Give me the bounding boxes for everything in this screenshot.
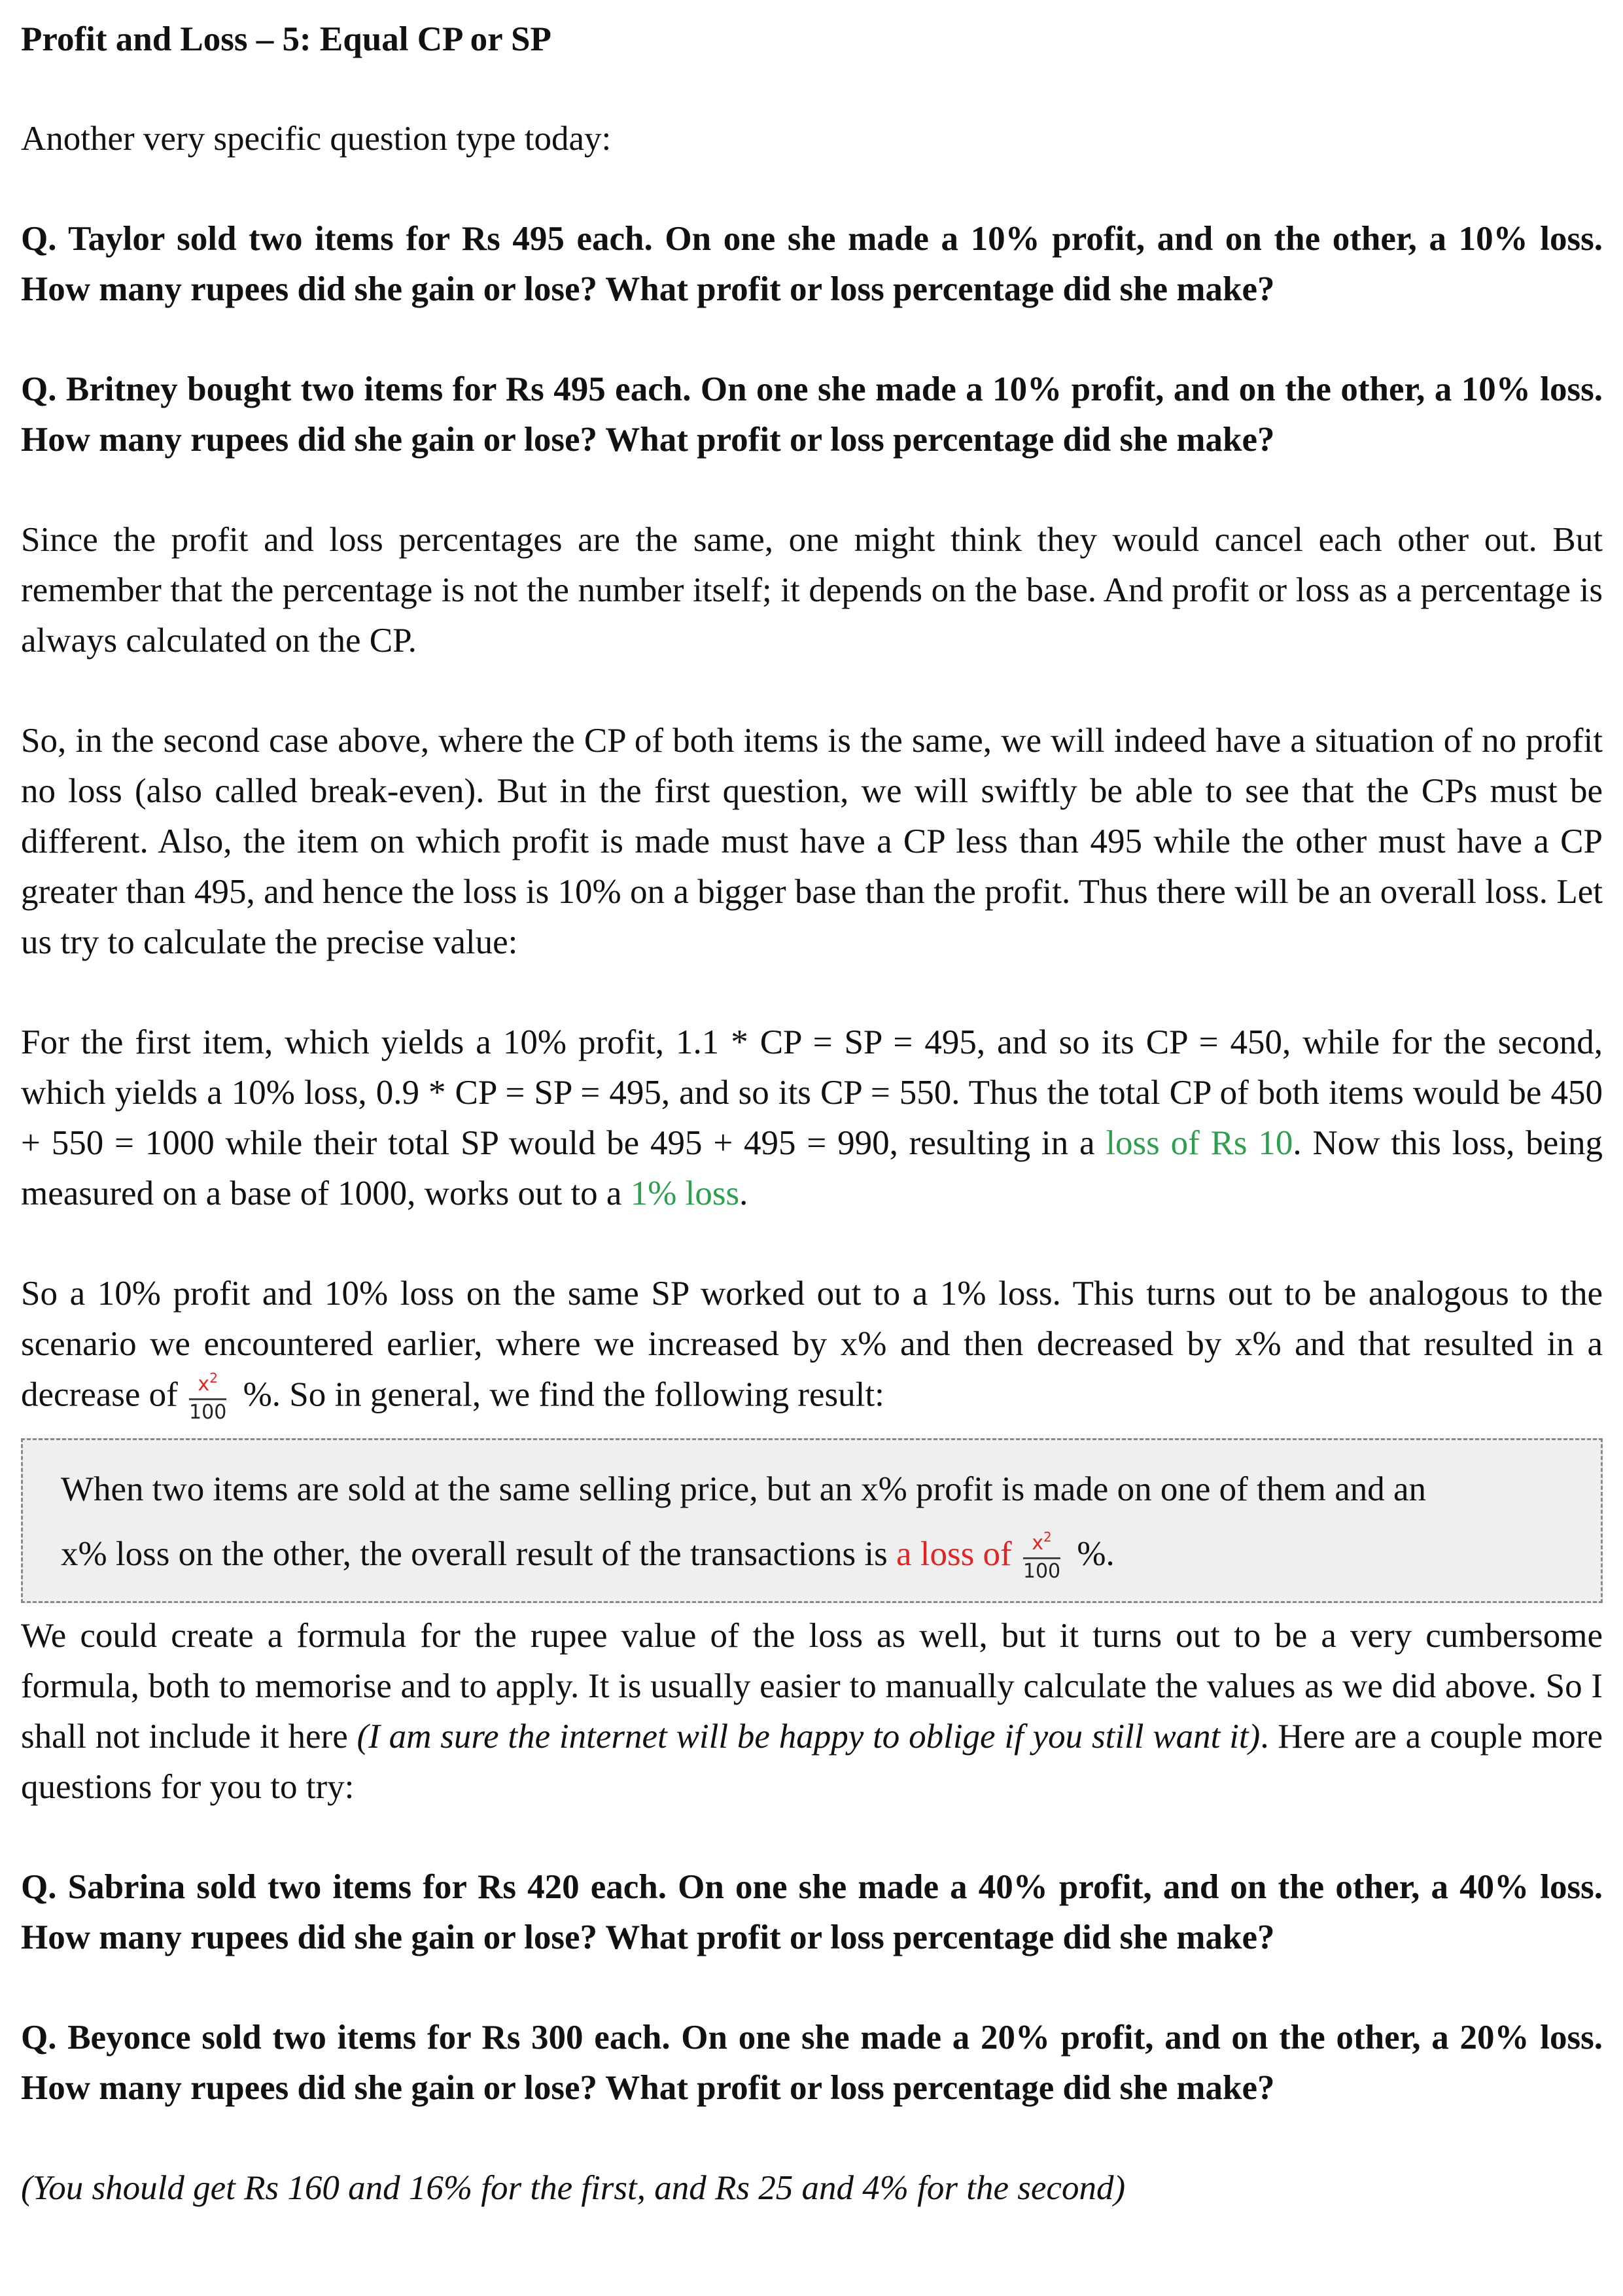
calc-text-3: . [739, 1174, 748, 1212]
fraction-exponent: 2 [209, 1370, 218, 1386]
intro-paragraph: Another very specific question type today: [21, 120, 612, 158]
formula-text-1: We could create a formula for the rupee value of the loss as well, but it turns out to be a very cumbersome formula, both to memorise and to apply. It is usually easier to manually calculate the values as we did above. So I shall not include it here [21, 1617, 1603, 1756]
result-loss-highlight: a loss of [896, 1535, 1021, 1573]
result-end: %. [1068, 1535, 1115, 1573]
question-beyonce: Q. Beyonce sold two items for Rs 300 each. On one she made a 20% profit, and on the other, a 20% loss. How many rupees did she gain or lose? What profit or loss percentage did she make? [21, 2019, 1603, 2107]
analogy-text-1: So a 10% profit and 10% loss on the same SP worked out to a 1% loss. This turns out to be analogous to the scenario we encountered earlier, where we increased by x% and then decreased by x% and that resulted in a decrease of [21, 1275, 1603, 1414]
fraction-denominator: 100 [189, 1401, 227, 1424]
result-line-2 [61, 1522, 1581, 1587]
question-britney: Q. Britney bought two items for Rs 495 each. On one she made a 10% profit, and on the other, a 10% loss. How many rupees did she gain or lose? What profit or loss percentage did she make? [21, 370, 1603, 459]
result-text: x% loss on the other, the overall result of the transactions is [61, 1535, 896, 1573]
explanation-paragraph-1: Since the profit and loss percentages are the same, one might think they would cancel each other out. But remember that the percentage is not the number itself; it depends on the base. And profit or loss as a percentage is always calculated on the CP. [21, 521, 1603, 660]
calc-text-1: For the first item, which yields a 10% profit, 1.1 * CP = SP = 495, and so its CP = 450, while for the second, which yields a 10% loss, 0.9 * CP = SP = 495, and so its CP = 550. Thus the total CP of both items would be 450 + 550 = 1000 while their total SP would be 495 + 495 = 990, resulting in a [21, 1023, 1603, 1162]
formula-text-2: . Here are a couple more questions for you to try: [21, 1718, 1603, 1806]
analogy-text-2: %. So in general, we find the following result: [234, 1375, 884, 1414]
explanation-paragraph-2: So, in the second case above, where the CP of both items is the same, we will indeed have a situation of no profit no loss (also called break-even). But in the first question, we will swiftly be able to see that the CPs must be different. Also, the item on which profit is made must have a CP less than 495 while the other must have a CP greater than 495, and hence the loss is 10% on a bigger base than the profit. Thus there will be an overall loss. Let us try to calculate the precise value: [21, 722, 1603, 961]
page-title: Profit and Loss – 5: Equal CP or SP [21, 20, 551, 58]
question-sabrina: Q. Sabrina sold two items for Rs 420 each. On one she made a 40% profit, and on the other, a 40% loss. How many rupees did she gain or lose? What profit or loss percentage did she make? [21, 1868, 1603, 1956]
result-line-1: When two items are sold at the same selling price, but an x% profit is made on one of them and an [61, 1470, 1427, 1508]
fraction-x-squared-over-100 [189, 1367, 226, 1424]
result-fraction-exponent: 2 [1043, 1529, 1052, 1545]
formula-paragraph [21, 1611, 1603, 1812]
formula-italic-aside: (I am sure the internet will be happy to oblige if you still want it) [357, 1718, 1261, 1756]
loss-percent-highlight: 1% loss [630, 1174, 740, 1212]
result-fraction-denominator: 100 [1022, 1560, 1061, 1583]
calc-text-2: . Now this loss, being measured on a base of 1000, works out to a [21, 1124, 1603, 1212]
document-page [21, 14, 1603, 2214]
loss-amount-highlight: loss of Rs 10 [1106, 1124, 1293, 1162]
result-fraction [1023, 1526, 1060, 1583]
question-taylor: Q. Taylor sold two items for Rs 495 each. On one she made a 10% profit, and on the other, a 10% loss. How many rupees did she gain or lose? What profit or loss percentage did she make? [21, 220, 1603, 308]
analogy-paragraph [21, 1269, 1603, 1426]
result-callout-box [21, 1438, 1603, 1603]
calculation-paragraph [21, 1017, 1603, 1219]
result-fraction-numerator: x [1032, 1532, 1043, 1555]
fraction-numerator: x [198, 1373, 210, 1396]
answers-note: (You should get Rs 160 and 16% for the first, and Rs 25 and 4% for the second) [21, 2169, 1126, 2207]
